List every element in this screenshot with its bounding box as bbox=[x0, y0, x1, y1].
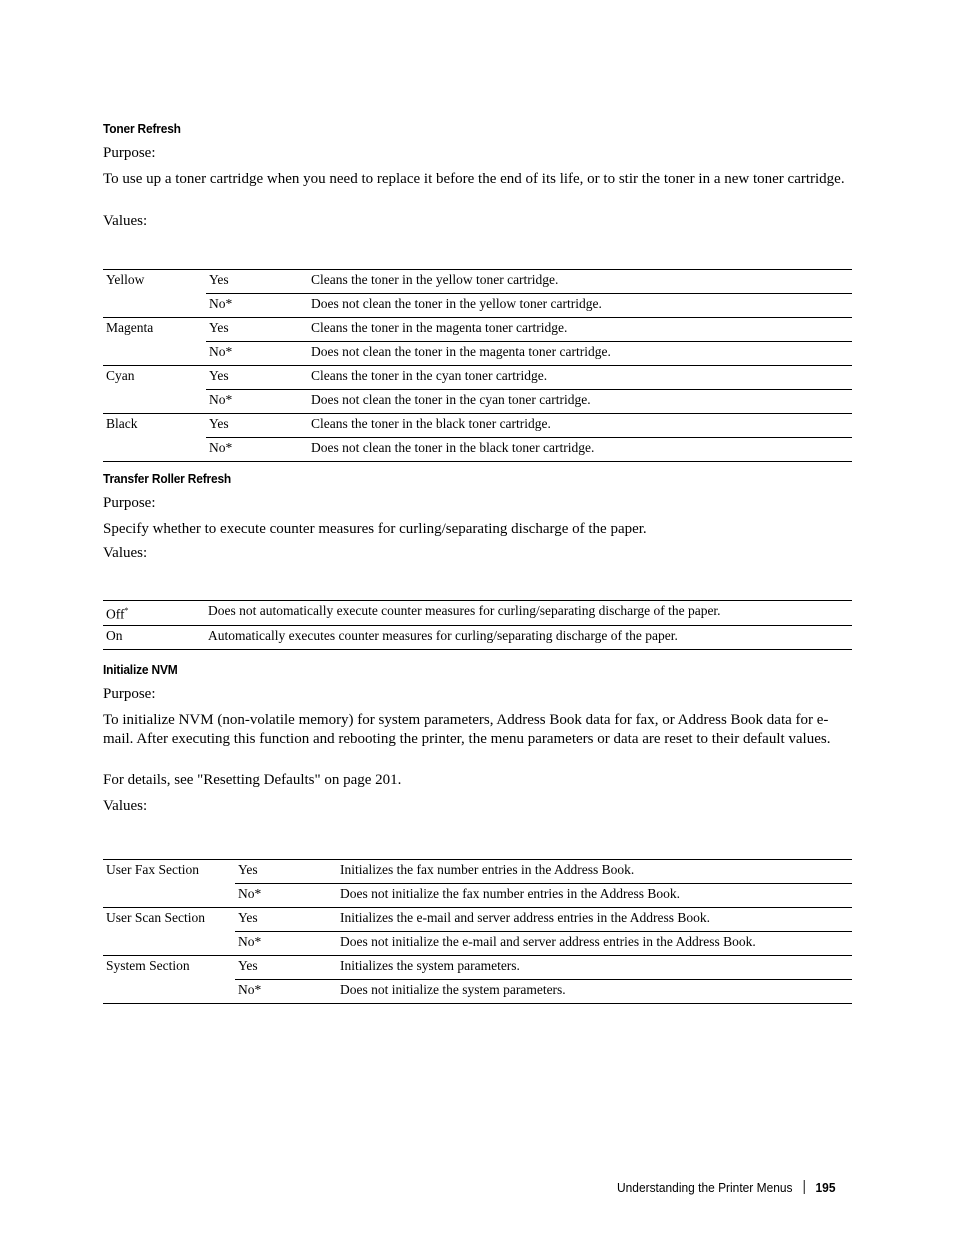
purpose-label: Purpose: bbox=[103, 686, 156, 702]
description-cell: Cleans the toner in the yellow toner cartridge. bbox=[308, 270, 852, 294]
table-row bbox=[103, 270, 852, 294]
initialize-nvm-values-table bbox=[103, 859, 852, 1004]
description-cell: Initializes the system parameters. bbox=[337, 956, 852, 980]
value-cell: Yes bbox=[206, 270, 308, 294]
table-row bbox=[103, 908, 852, 932]
description-cell: Does not automatically execute counter measures for curling/separating discharge of the paper. bbox=[205, 601, 852, 626]
description-cell: Does not initialize the system parameters. bbox=[337, 980, 852, 1004]
table-row bbox=[103, 294, 852, 318]
description-cell: Does not clean the toner in the black toner cartridge. bbox=[308, 438, 852, 462]
value-cell: No* bbox=[235, 980, 337, 1004]
description-cell: Cleans the toner in the black toner cartridge. bbox=[308, 414, 852, 438]
group-cell bbox=[103, 980, 235, 1004]
value-text: Off bbox=[106, 606, 125, 622]
page-number: 195 bbox=[815, 1180, 836, 1195]
table-row bbox=[103, 860, 852, 884]
values-label: Values: bbox=[103, 798, 148, 814]
toner-refresh-values-table bbox=[103, 269, 852, 462]
value-cell: Yes bbox=[235, 860, 337, 884]
description-cell: Cleans the toner in the magenta toner cartridge. bbox=[308, 318, 852, 342]
values-label: Values: bbox=[103, 545, 148, 561]
group-cell bbox=[103, 390, 206, 414]
group-cell: Magenta bbox=[103, 318, 206, 342]
value-cell: Yes bbox=[206, 318, 308, 342]
chapter-title: Understanding the Printer Menus bbox=[617, 1180, 793, 1195]
table-row bbox=[103, 956, 852, 980]
table-row bbox=[103, 390, 852, 414]
value-cell: On bbox=[103, 625, 205, 649]
purpose-text: To initialize NVM (non-volatile memory) for system parameters, Address Book data for fax, or Address Book data for e-mail. After executing this function and rebooting the printer, the menu parameters or data are reset to their default values. bbox=[103, 712, 831, 747]
value-cell: Yes bbox=[206, 414, 308, 438]
value-cell: No* bbox=[206, 390, 308, 414]
table-row bbox=[103, 318, 852, 342]
description-cell: Initializes the fax number entries in the Address Book. bbox=[337, 860, 852, 884]
table-row bbox=[103, 342, 852, 366]
purpose-label: Purpose: bbox=[103, 495, 156, 511]
purpose-text: Specify whether to execute counter measures for curling/separating discharge of the paper. bbox=[103, 521, 647, 537]
group-cell: Yellow bbox=[103, 270, 206, 294]
value-cell: Yes bbox=[206, 366, 308, 390]
value-cell: Yes bbox=[235, 956, 337, 980]
description-cell: Automatically executes counter measures for curling/separating discharge of the paper. bbox=[205, 625, 852, 649]
group-cell bbox=[103, 342, 206, 366]
transfer-roller-values-table bbox=[103, 600, 852, 650]
default-marker: * bbox=[124, 606, 129, 615]
group-cell bbox=[103, 294, 206, 318]
description-cell: Does not initialize the e-mail and server address entries in the Address Book. bbox=[337, 932, 852, 956]
group-cell: System Section bbox=[103, 956, 235, 980]
table-row bbox=[103, 414, 852, 438]
table-row bbox=[103, 980, 852, 1004]
section-heading-transfer-roller-refresh: Transfer Roller Refresh bbox=[103, 471, 232, 486]
values-label: Values: bbox=[103, 213, 148, 229]
description-cell: Does not clean the toner in the magenta toner cartridge. bbox=[308, 342, 852, 366]
table-row bbox=[103, 932, 852, 956]
table-row bbox=[103, 884, 852, 908]
value-cell: Yes bbox=[235, 908, 337, 932]
table-row bbox=[103, 625, 852, 649]
group-cell: Black bbox=[103, 414, 206, 438]
details-text: For details, see "Resetting Defaults" on page 201. bbox=[103, 772, 402, 788]
section-heading-toner-refresh: Toner Refresh bbox=[103, 121, 181, 136]
group-cell bbox=[103, 932, 235, 956]
description-cell: Does not initialize the fax number entries in the Address Book. bbox=[337, 884, 852, 908]
group-cell bbox=[103, 884, 235, 908]
purpose-label: Purpose: bbox=[103, 145, 156, 161]
description-cell: Does not clean the toner in the yellow toner cartridge. bbox=[308, 294, 852, 318]
page-footer bbox=[617, 1180, 835, 1195]
section-heading-initialize-nvm: Initialize NVM bbox=[103, 662, 178, 677]
description-cell: Cleans the toner in the cyan toner cartridge. bbox=[308, 366, 852, 390]
purpose-text: To use up a toner cartridge when you need to replace it before the end of its life, or to stir the toner in a new toner cartridge. bbox=[103, 171, 845, 187]
value-cell: No* bbox=[235, 932, 337, 956]
value-cell: No* bbox=[206, 294, 308, 318]
group-cell: User Fax Section bbox=[103, 860, 235, 884]
table-row bbox=[103, 438, 852, 462]
value-cell: No* bbox=[206, 342, 308, 366]
description-cell: Does not clean the toner in the cyan toner cartridge. bbox=[308, 390, 852, 414]
value-cell: No* bbox=[235, 884, 337, 908]
table-row bbox=[103, 601, 852, 626]
group-cell bbox=[103, 438, 206, 462]
table-row bbox=[103, 366, 852, 390]
value-cell: No* bbox=[206, 438, 308, 462]
footer-divider bbox=[804, 1180, 805, 1194]
group-cell: Cyan bbox=[103, 366, 206, 390]
value-cell bbox=[103, 601, 205, 626]
group-cell: User Scan Section bbox=[103, 908, 235, 932]
description-cell: Initializes the e-mail and server address entries in the Address Book. bbox=[337, 908, 852, 932]
